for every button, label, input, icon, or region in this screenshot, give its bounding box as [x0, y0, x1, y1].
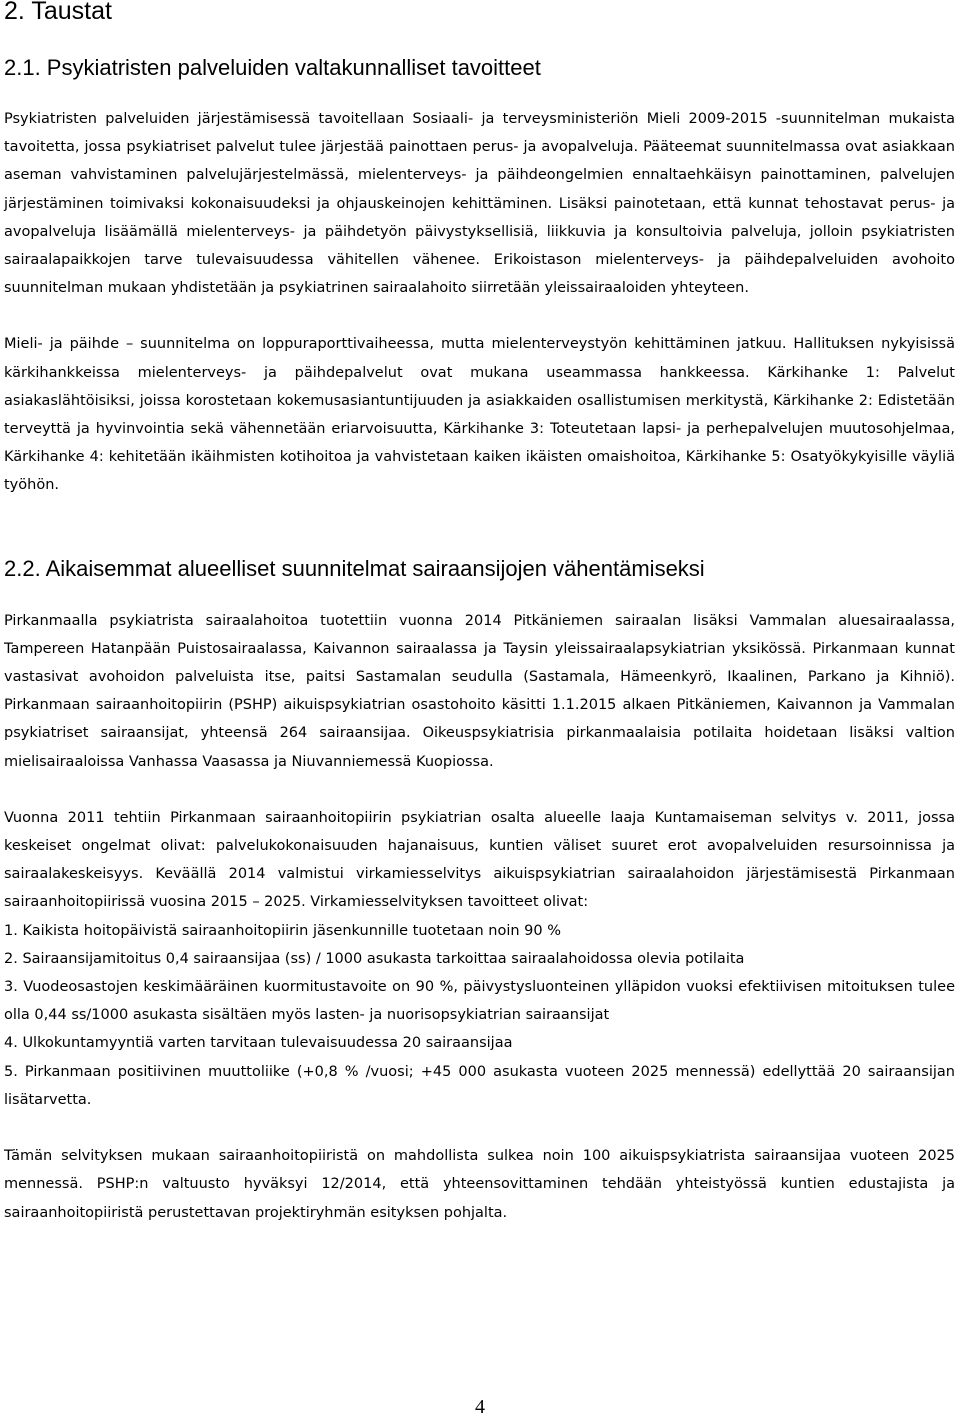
page-number: 4: [475, 1396, 485, 1418]
goal-item-4: 4. Ulkokuntamyyntiä varten tarvitaan tulevaisuudessa 20 sairaansijaa: [4, 1035, 513, 1052]
subsection-title-2-1: 2.1. Psykiatristen palveluiden valtakunnalliset tavoitteet: [4, 55, 541, 80]
paragraph-kuntamaisema-selvitys: Vuonna 2011 tehtiin Pirkanmaan sairaanhoitopiirin psykiatrian osalta alueelle laaja Kuntamaiseman selvitys v. 2011, jossa keskeiset ongelmat olivat: palvelukokonaisuuden hajanaisuus, kuntien väliset suuret erot avopalveluiden resursoinnissa ja sairaalakeskeisyys. Keväällä 2014 valmistui virkamiesselvitys aikuispsykiatrian sairaalahoidon järjestämisestä Pirkanmaan sairaanhoitopiirissä vuosina 2015 – 2025. Virkamiesselvityksen tavoitteet olivat:: [4, 809, 955, 911]
paragraph-karkihankkeet: Mieli- ja päihde – suunnitelma on loppuraporttivaiheessa, mutta mielenterveystyön kehittäminen jatkuu. Hallituksen nykyisissä kärkihankkeissa mielenterveys- ja päihdepalvelut ovat mukana useammassa hankkeessa. Kärkihanke 1: Palvelut asiakaslähtöisiksi, joissa korostetaan kokemusasiantuntijuuden ja asiakkaiden osallistumisen merkitystä, Kärkihanke 2: Edistetään terveyttä ja hyvinvointia sekä vähennetään eriarvoisuutta, Kärkihanke 3: Toteutetaan lapsi- ja perhepalvelujen muutosohjelmaa, Kärkihanke 4: kehitetään ikäihmisten kotihoitoa ja vahvistetaan kaiken ikäisten omaishoitoa, Kärkihanke 5: Osatyökykyisille väyliä työhön.: [4, 336, 955, 494]
paragraph-closing: Tämän selvityksen mukaan sairaanhoitopiiristä on mahdollista sulkea noin 100 aikuispsykiatrista sairaansijaa vuoteen 2025 mennessä. PSHP:n valtuusto hyväksyi 12/2014, että yhteensovittaminen tehdään yhteistyössä kuntien edustajista ja sairaanhoitopiiristä perustettavan projektiryhmän esityksen pohjalta.: [4, 1148, 955, 1221]
goal-item-3: 3. Vuodeosastojen keskimääräinen kuormitustavoite on 90 %, päivystysluonteinen ylläpidon vuoksi efektiivisen mitoituksen tulee olla 0,44 ss/1000 asukasta sisältäen myös lasten- ja nuorisopsykiatrian sairaansijat: [4, 979, 955, 1024]
document-page: [4, 0, 955, 1227]
paragraph-pirkanmaa-sairaalahoito: Pirkanmaalla psykiatrista sairaalahoitoa tuotettiin vuonna 2014 Pitkäniemen sairaalan lisäksi Vammalan aluesairaalassa, Tampereen Hatanpään Puistosairaalassa, Kaivannon sairaalassa ja Taysin yleissairaalapsykiatrian yksikössä. Pirkanmaan kunnat vastasivat avohoidon palveluista itse, paitsi Sastamalan seudulla (Sastamala, Hämeenkyrö, Ikaalinen, Parkano ja Kihniö). Pirkanmaan sairaanhoitopiirin (PSHP) aikuispsykiatrian osastohoito käsitti 1.1.2015 alkaen Pitkäniemen, Kaivannon ja Vammalan psykiatriset sairaansijat, yhteensä 264 sairaansijaa. Oikeuspsykiatrisia pirkanmaalaisia potilaita hoidetaan lisäksi valtion mielisairaaloissa Vanhassa Vaasassa ja Niuvanniemessä Kuopiossa.: [4, 612, 955, 770]
section-title: 2. Taustat: [4, 0, 112, 25]
goal-item-1: 1. Kaikista hoitopäivistä sairaanhoitopiirin jäsenkunnille tuotetaan noin 90 %: [4, 922, 562, 939]
goals-list: [4, 917, 955, 1114]
subsection-title-2-2: 2.2. Aikaisemmat alueelliset suunnitelmat sairaansijojen vähentämiseksi: [4, 555, 705, 581]
paragraph-mieli-suunnitelma: Psykiatristen palveluiden järjestämisessä tavoitellaan Sosiaali- ja terveysministeriön Mieli 2009-2015 -suunnitelman mukaista tavoitetta, jossa psykiatriset palvelut tulee järjestää painottaen perus- ja avopalveluja. Pääteemat suunnitelmassa ovat asiakkaan aseman vahvistaminen palvelujärjestelmässä, mielenterveys- ja päihdeongelmien ennaltaehkäisyn painottaminen, palvelujen järjestäminen toimivaksi kokonaisuudeksi ja ohjauskeinojen kehittäminen. Lisäksi painotetaan, että kunnat tehostavat perus- ja avopalveluja lisäämällä mielenterveys- ja päihdetyön päivystyksellisiä, liikkuvia ja konsultoivia palveluja, jolloin psykiatristen sairaalapaikkojen tarve tulevaisuudessa vähitellen vähenee. Erikoistason mielenterveys- ja päihdepalveluiden avohoito suunnitelman mukaan yhdistetään ja psykiatrinen sairaalahoito siirretään yleissairaaloiden yhteyteen.: [4, 111, 955, 297]
goal-item-2: 2. Sairaansijamitoitus 0,4 sairaansijaa (ss) / 1000 asukasta tarkoittaa sairaalahoidossa olevia potilaita: [4, 950, 745, 967]
goal-item-5: 5. Pirkanmaan positiivinen muuttoliike (+0,8 % /vuosi; +45 000 asukasta vuoteen 2025 mennessä) edellyttää 20 sairaansijan lisätarvetta.: [4, 1063, 955, 1108]
